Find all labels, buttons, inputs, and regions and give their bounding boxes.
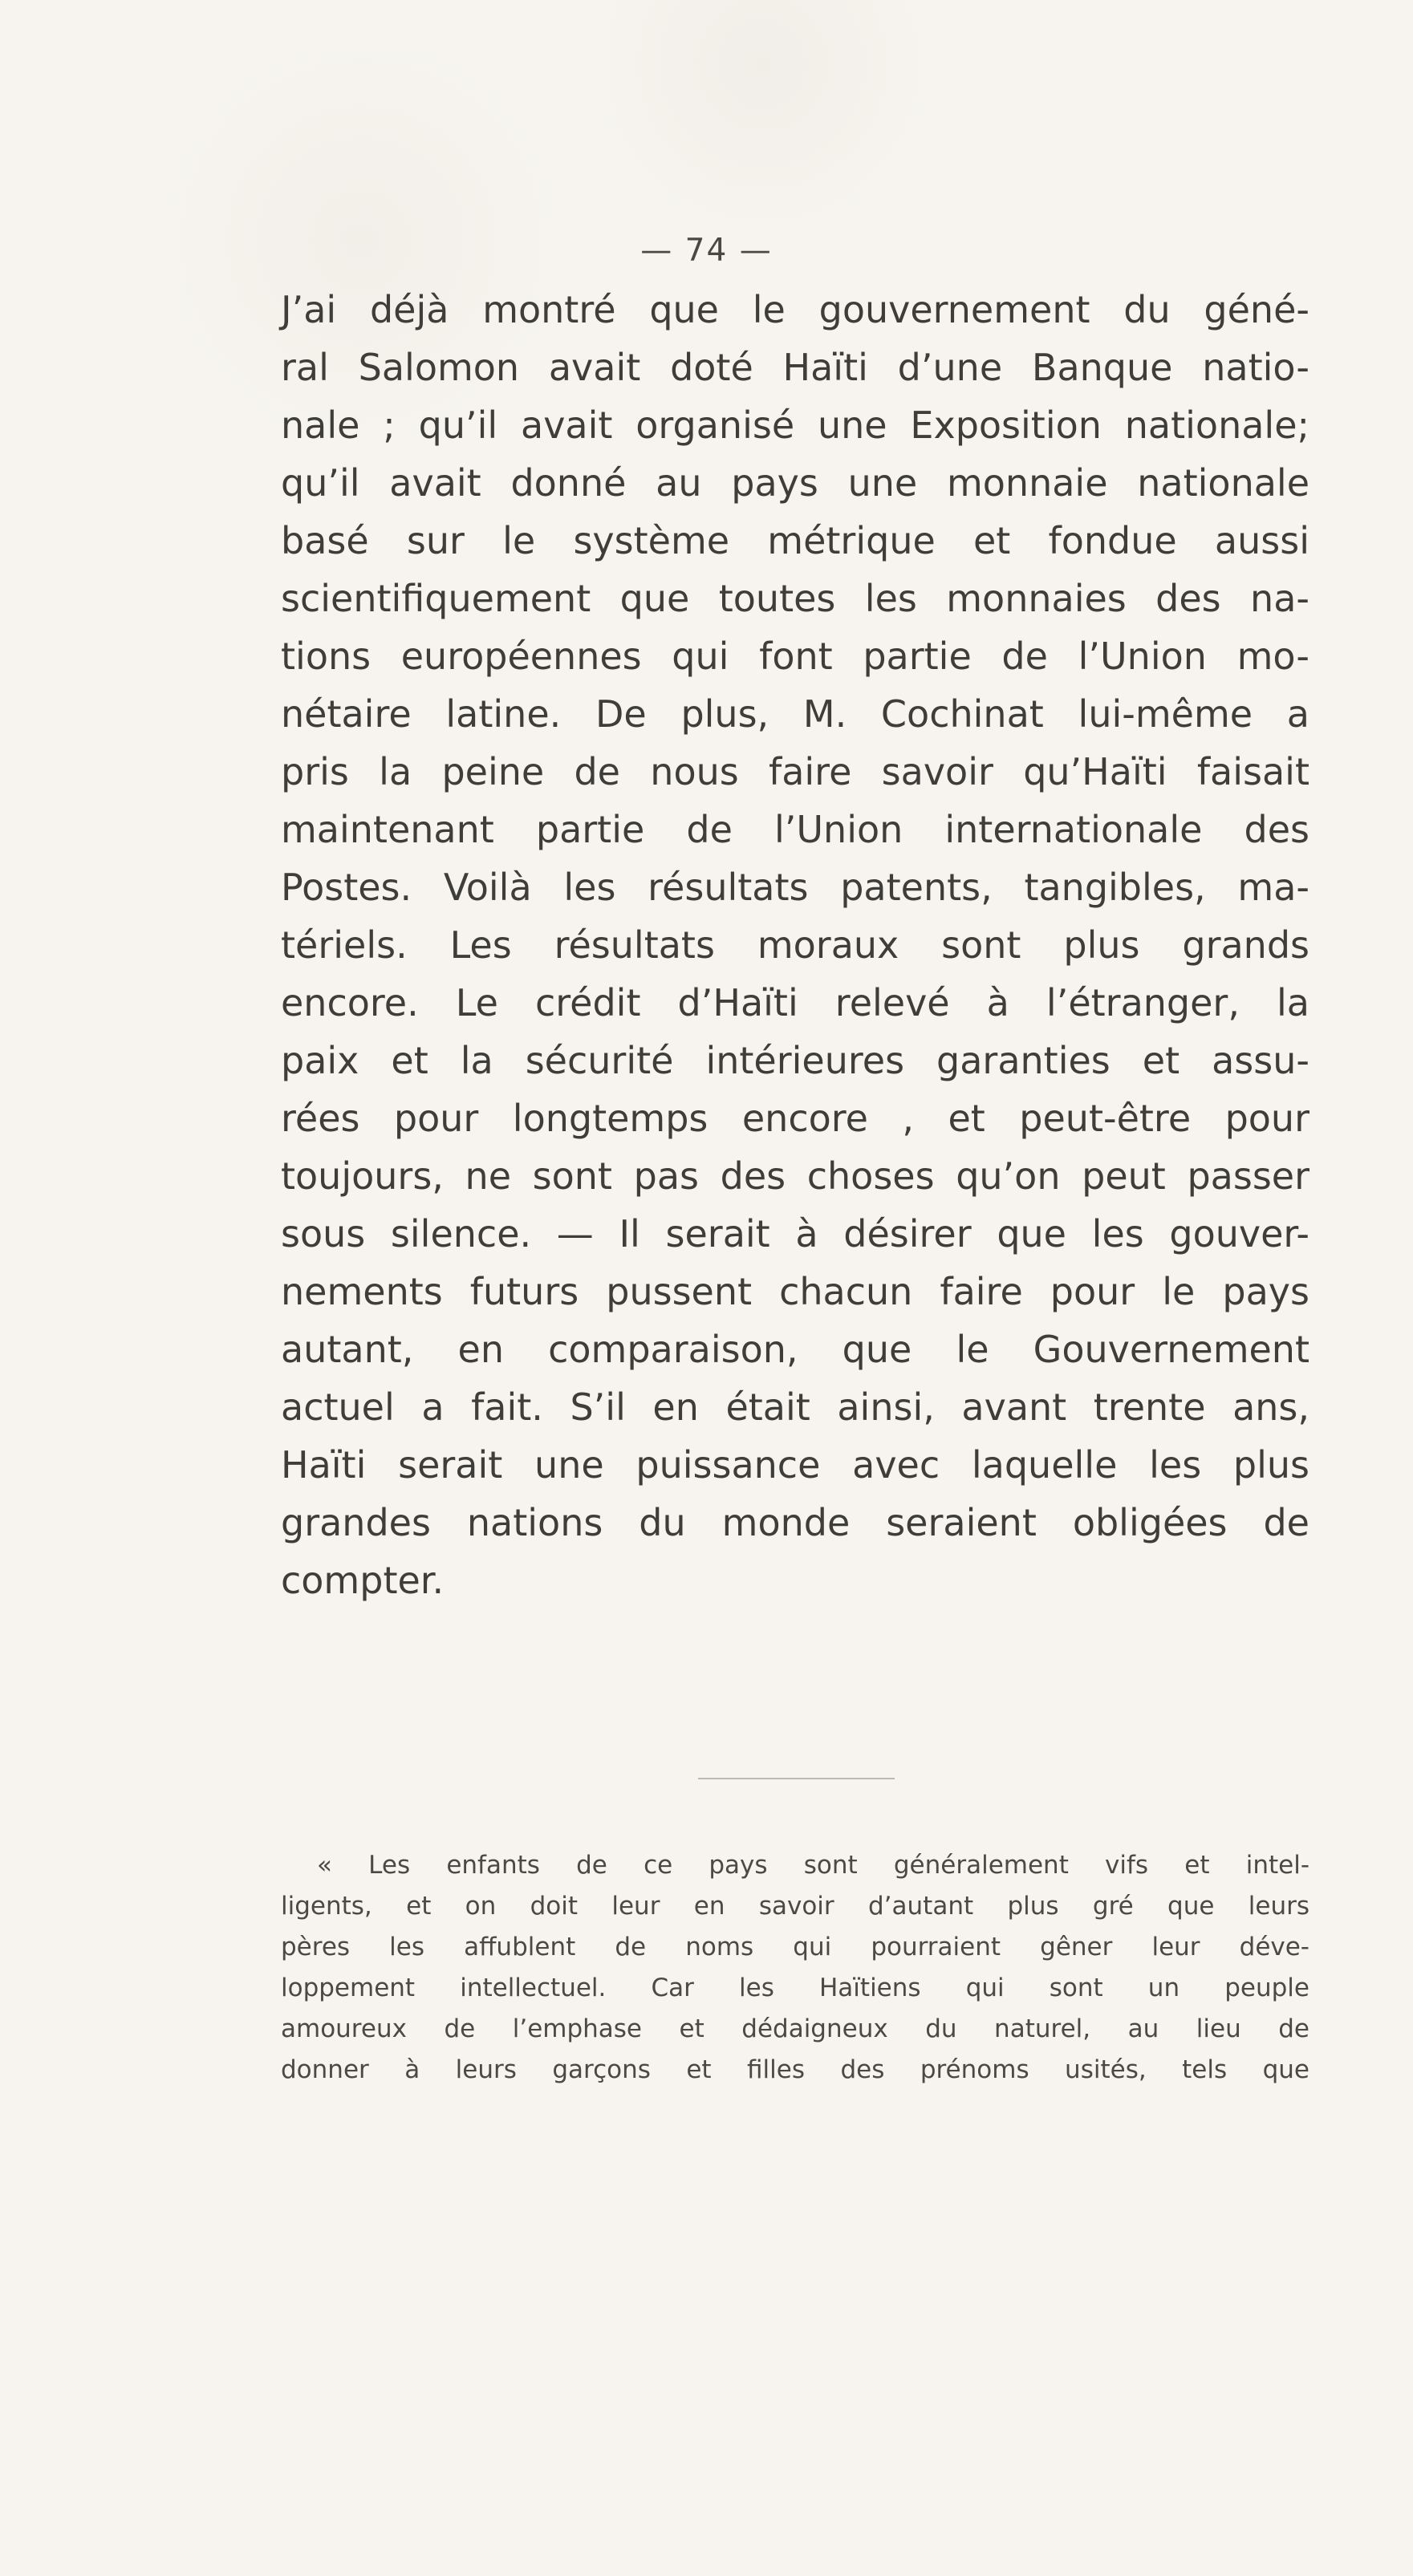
text-line: ral Salomon avait doté Haïti d’une Banque natio- <box>281 346 1309 389</box>
footnote-line: pères les affublent de noms qui pourraient gêner leur déve- <box>281 1933 1309 1961</box>
text-line: qu’il avait donné au pays une monnaie nationale <box>281 461 1309 505</box>
text-line: encore. Le crédit d’Haïti relevé à l’étranger, la <box>281 981 1309 1024</box>
text-line: actuel a fait. S’il en était ainsi, avant trente ans, <box>281 1385 1309 1429</box>
text-line: grandes nations du monde seraient obligées de <box>281 1501 1309 1544</box>
text-line: pris la peine de nous faire savoir qu’Haïti faisait <box>281 750 1309 793</box>
text-line: autant, en comparaison, que le Gouvernement <box>281 1328 1309 1371</box>
footnote-line: amoureux de l’emphase et dédaigneux du naturel, au lieu de <box>281 2014 1309 2043</box>
footnote-line: ligents, et on doit leur en savoir d’autant plus gré que leurs <box>281 1892 1309 1921</box>
text-line: basé sur le système métrique et fondue aussi <box>281 519 1309 562</box>
footnote-separator <box>698 1778 895 1779</box>
text-line: tions européennes qui font partie de l’Union mo- <box>281 635 1309 678</box>
text-line: paix et la sécurité intérieures garanties et assu- <box>281 1039 1309 1082</box>
text-line: nétaire latine. De plus, M. Cochinat lui-même a <box>281 692 1309 736</box>
text-line: tériels. Les résultats moraux sont plus grands <box>281 923 1309 967</box>
footnote-line: « Les enfants de ce pays sont généralement vifs et intel- <box>317 1851 1309 1880</box>
text-line: nale ; qu’il avait organisé une Exposition nationale; <box>281 404 1309 447</box>
footnote-line: donner à leurs garçons et filles des prénoms usités, tels que <box>281 2055 1309 2084</box>
text-line: scientifiquement que toutes les monnaies des na- <box>281 577 1309 620</box>
main-text <box>281 281 1309 1609</box>
text-line: sous silence. — Il serait à désirer que les gouver- <box>281 1212 1309 1256</box>
page-number: — 74 — <box>640 233 773 269</box>
text-line: nements futurs pussent chacun faire pour le pays <box>281 1270 1309 1313</box>
text-line: J’ai déjà montré que le gouvernement du géné- <box>281 288 1309 331</box>
text-line: rées pour longtemps encore , et peut-être pour <box>281 1097 1309 1140</box>
footnote <box>281 1845 1309 2091</box>
text-line: Haïti serait une puissance avec laquelle les plus <box>281 1443 1309 1487</box>
text-line: maintenant partie de l’Union internationale des <box>281 808 1309 851</box>
footnote-line: loppement intellectuel. Car les Haïtiens qui sont un peuple <box>281 1974 1309 2002</box>
text-line: compter. <box>281 1559 445 1602</box>
text-line: Postes. Voilà les résultats patents, tangibles, ma- <box>281 866 1309 909</box>
text-line: toujours, ne sont pas des choses qu’on peut passer <box>281 1154 1309 1198</box>
